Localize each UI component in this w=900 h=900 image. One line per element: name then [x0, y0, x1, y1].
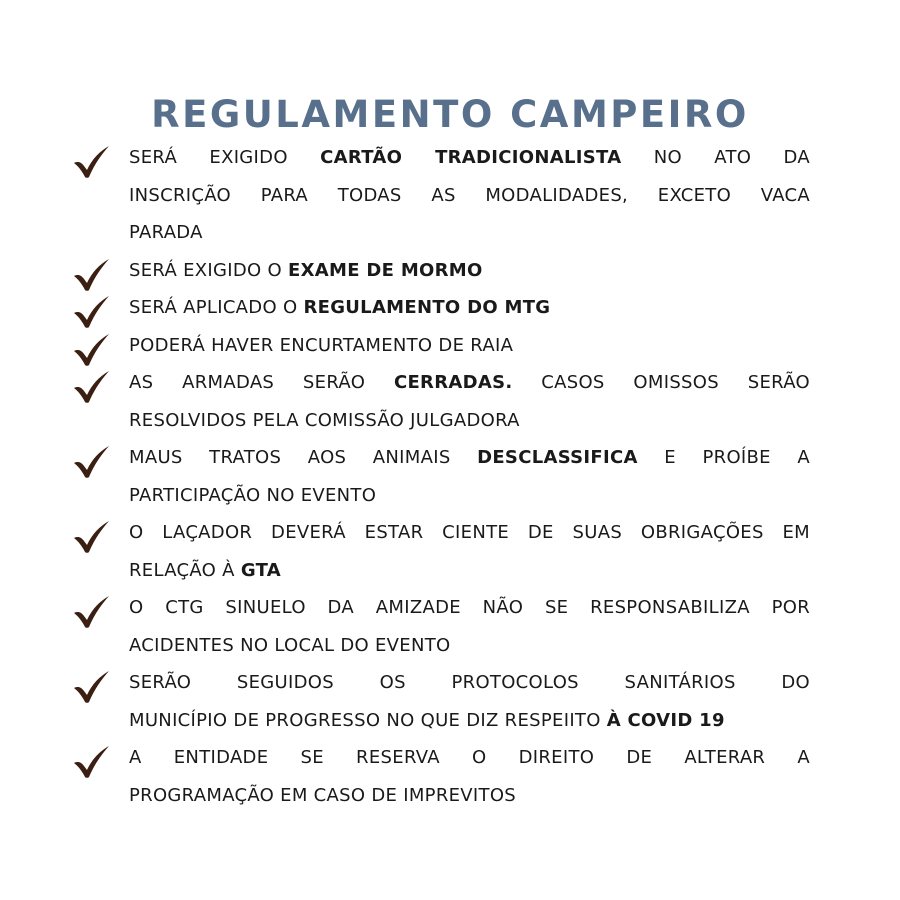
rule-line	[129, 627, 810, 665]
rule-item	[72, 252, 810, 290]
rule-line	[129, 289, 810, 327]
rule-text	[129, 289, 810, 327]
rule-item	[72, 589, 810, 664]
rule-segment: O LAÇADOR DEVERÁ ESTAR CIENTE DE SUAS OBRIGAÇÕES EM	[129, 522, 810, 543]
rule-text	[129, 439, 810, 514]
check-mark-icon	[72, 145, 110, 179]
rule-item	[72, 289, 810, 327]
rule-segment: MUNICÍPIO DE PROGRESSO NO QUE DIZ RESPEIITO	[129, 709, 607, 731]
rule-line	[129, 139, 810, 177]
rule-segment: SERÁ EXIGIDO O	[129, 259, 289, 281]
rule-line	[129, 214, 810, 252]
rules-list	[72, 139, 810, 814]
check-mark-icon	[72, 670, 110, 704]
rule-line	[129, 589, 810, 627]
rule-item	[72, 364, 810, 439]
rule-segment: RESOLVIDOS PELA COMISSÃO JULGADORA	[129, 409, 520, 431]
rule-segment: PODERÁ HAVER ENCURTAMENTO DE RAIA	[129, 334, 514, 356]
rule-segment: A ENTIDADE SE RESERVA O DIREITO DE ALTERAR A	[129, 747, 810, 768]
rule-emphasis: GTA	[240, 559, 281, 581]
page-title: REGULAMENTO CAMPEIRO	[151, 92, 749, 136]
rule-line	[129, 552, 810, 590]
check-mark-icon	[72, 745, 110, 779]
rule-line	[129, 177, 810, 215]
rule-segment: SERÁ EXIGIDO	[129, 147, 321, 168]
rule-line	[129, 664, 810, 702]
rule-emphasis: CERRADAS.	[393, 372, 513, 393]
rule-text	[129, 589, 810, 664]
rule-line	[129, 777, 810, 815]
rule-item	[72, 439, 810, 514]
rule-segment: AS ARMADAS SERÃO	[129, 372, 394, 393]
check-mark-icon	[72, 595, 110, 629]
rule-line	[129, 739, 810, 777]
rule-text	[129, 514, 810, 589]
rule-segment: E PROÍBE A	[637, 447, 810, 468]
rule-text	[129, 664, 810, 739]
check-mark-icon	[72, 445, 110, 479]
rule-segment: SERÃO SEGUIDOS OS PROTOCOLOS SANITÁRIOS DO	[129, 672, 810, 693]
check-mark-icon	[72, 520, 110, 554]
rule-segment: NO ATO DA	[621, 147, 811, 168]
rule-line	[129, 327, 810, 365]
rule-segment: MAUS TRATOS AOS ANIMAIS	[129, 447, 478, 468]
rule-text	[129, 364, 810, 439]
rule-line	[129, 402, 810, 440]
rule-segment: ACIDENTES NO LOCAL DO EVENTO	[129, 634, 451, 656]
rule-emphasis: EXAME DE MORMO	[288, 259, 483, 281]
rule-line	[129, 514, 810, 552]
rule-emphasis: DESCLASSIFICA	[477, 447, 638, 468]
rule-segment: INSCRIÇÃO PARA TODAS AS MODALIDADES, EXCETO VACA	[129, 184, 810, 206]
check-mark-icon	[72, 295, 110, 329]
rule-segment: CASOS OMISSOS SERÃO	[512, 372, 810, 393]
check-mark-icon	[72, 333, 110, 367]
rule-emphasis: REGULAMENTO DO MTG	[303, 297, 551, 318]
check-mark-icon	[72, 370, 110, 404]
rule-item	[72, 664, 810, 739]
rule-emphasis: CARTÃO TRADICIONALISTA	[320, 147, 622, 168]
rule-line	[129, 364, 810, 402]
rule-segment: SERÁ APLICADO O	[129, 297, 304, 318]
rule-segment: RELAÇÃO À	[129, 559, 241, 581]
rule-text	[129, 739, 810, 814]
rule-item	[72, 514, 810, 589]
rule-line	[129, 702, 810, 740]
rule-text	[129, 139, 810, 252]
rule-line	[129, 252, 810, 290]
rule-emphasis: À COVID 19	[606, 709, 725, 731]
rule-segment: PARADA	[129, 222, 203, 243]
rule-item	[72, 139, 810, 252]
rule-line	[129, 477, 810, 515]
rule-segment: O CTG SINUELO DA AMIZADE NÃO SE RESPONSABILIZA POR	[129, 597, 810, 618]
rule-segment: PROGRAMAÇÃO EM CASO DE IMPREVITOS	[129, 784, 517, 806]
rule-item	[72, 327, 810, 365]
rule-segment: PARTICIPAÇÃO NO EVENTO	[129, 484, 377, 506]
check-mark-icon	[72, 258, 110, 292]
rule-text	[129, 252, 810, 290]
rule-text	[129, 327, 810, 365]
rule-line	[129, 439, 810, 477]
rule-item	[72, 739, 810, 814]
